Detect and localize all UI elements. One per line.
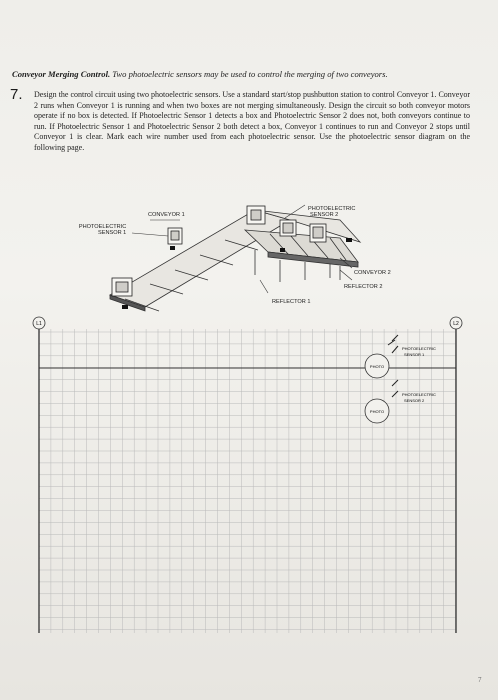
label-pe-sensor-1 — [76, 224, 126, 237]
sensor-2-label-line1: PHOTOELECTRIC — [402, 392, 436, 397]
sensor-2-label-line2: SENSOR 2 — [404, 398, 425, 403]
label-pe-sensor-1-line2: SENSOR 1 — [98, 230, 127, 237]
page-number: 7 — [478, 676, 482, 684]
label-reflector-1: REFLECTOR 1 — [272, 299, 311, 305]
heading-title: Conveyor Merging Control. — [12, 69, 111, 79]
l1-label: L1 — [36, 321, 42, 327]
sensor-1-label-line1: PHOTOELECTRIC — [402, 346, 436, 351]
label-conveyor-2: CONVEYOR 2 — [354, 270, 391, 276]
question-number: 7. — [10, 86, 23, 103]
sensor-1-label-line2: SENSOR 1 — [404, 352, 425, 357]
photo-sensor-2 — [365, 380, 436, 423]
ladder-grid — [30, 313, 470, 633]
section-heading — [12, 69, 492, 79]
label-pe-sensor-2-line1: PHOTOELECTRIC — [308, 206, 356, 212]
label-pe-sensor-2 — [308, 206, 355, 219]
heading-subtitle: Two photoelectric sensors may be used to control the merging of two conveyors. — [112, 69, 388, 79]
label-conveyor-1: CONVEYOR 1 — [148, 212, 185, 218]
conveyor-diagram — [40, 190, 420, 317]
grid-lines — [39, 329, 456, 633]
label-reflector-2: REFLECTOR 2 — [344, 284, 383, 290]
sensor-2-tag: PHOTO — [369, 409, 385, 414]
sensor-1-tag: PHOTO — [369, 364, 385, 369]
label-pe-sensor-1-line1: PHOTOELECTRIC — [78, 224, 127, 230]
conveyor-illustration — [40, 190, 420, 312]
question-text: Design the control circuit using two photoelectric sensors. Use a standard start/stop pushbutton station to control Conveyor 1. Conveyor 2 runs when Conveyor 1 is running and when two boxes are not merging simultaneously. Design the circuit so both conveyor motors operate if no box is detected. If Photoelectric Sensor 1 detects a box and Photoelectric Sensor 2 does not, both conveyors continue to run. If Photoelectric Sensor 1 and Photoelectric Sensor 2 both detect a box, Conveyor 1 continues to run and Conveyor 2 stops until Conveyor 1 is clear. Mark each wire number used from each photoelectric sensor. Use the photoelectric sensor diagram on the following page. — [34, 90, 470, 152]
ladder-grid-area — [30, 313, 470, 638]
photo-sensor-1 — [365, 335, 436, 378]
label-pe-sensor-2-line2: SENSOR 2 — [310, 212, 339, 219]
l2-label: L2 — [453, 321, 459, 327]
